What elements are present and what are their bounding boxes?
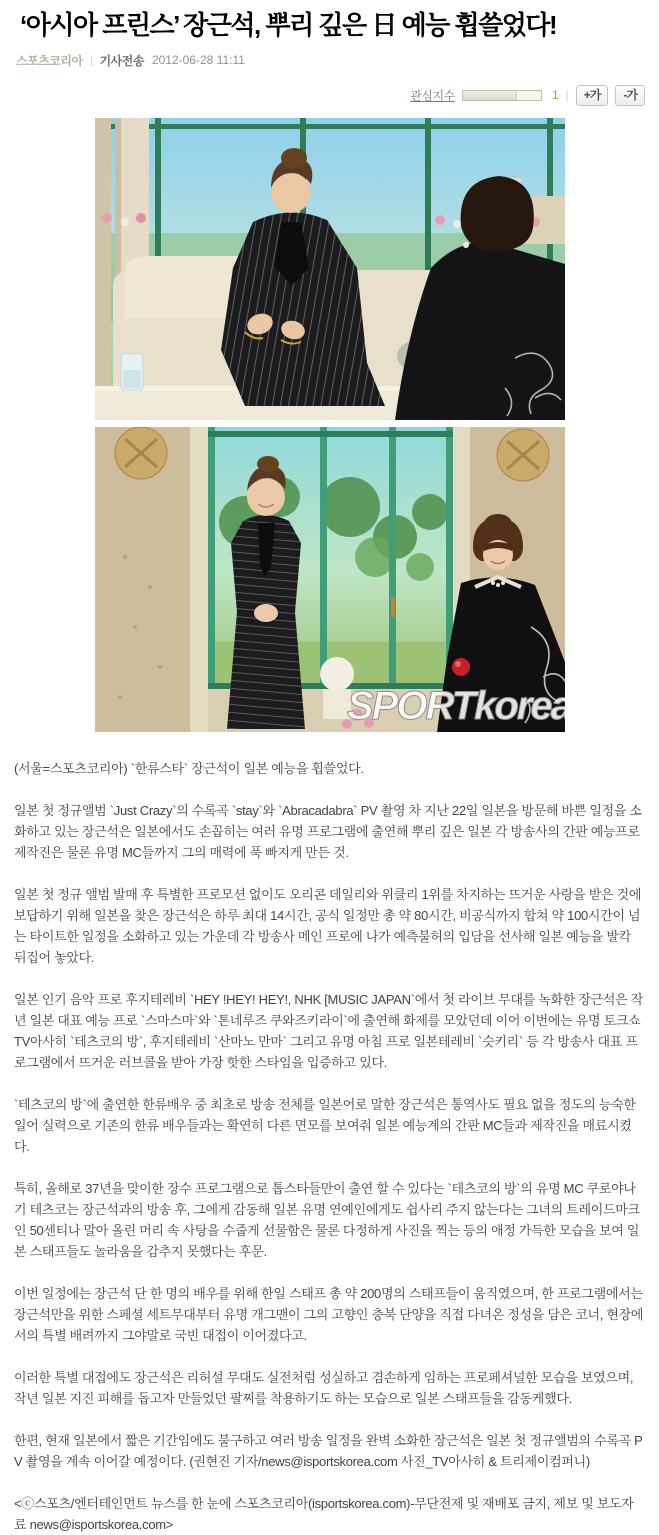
interest-progress-fill xyxy=(463,91,517,100)
article-photo-interview xyxy=(95,118,565,420)
article-paragraph: 일본 첫 정규 앨범 발매 후 특별한 프로모션 없이도 오리콘 데일리와 위클리 1위를 차지하는 뜨거운 사랑을 받은 것에 보답하기 위해 일본을 찾은 장근석은 하루 최대 14시간, 공식 일정만 총 약 80시간, 비공식까지 합쳐 약 100시간이 넘는 타이트한 일정을 소화하고 있는 가운데 각 방송사 메인 프로에 나가 예측불허의 입담을 선사해 일본 예능을 발칵 뒤집어 놓았다. xyxy=(14,886,642,965)
article-paragraph: 한편, 현재 일본에서 짧은 기간임에도 불구하고 여러 방송 일정을 완벽 소화한 장근석은 일본 첫 정규앨범의 수록곡 PV 촬영을 계속 이어갈 예정이다. (권현진 기자/news@isportskorea.com 사진_TV아사히 & 트리제이컴퍼니) xyxy=(14,1432,643,1469)
interest-index-link[interactable]: 관심지수 xyxy=(410,88,455,103)
article-paragraph: `테츠코의 방`에 출연한 한류배우 중 최초로 방송 전체를 일본어로 말한 장근석은 통역사도 필요 없을 정도의 능숙한 일어 실력으로 기존의 한류 배우들과는 확연히 다른 면모를 보여줘 일본 예능계의 간판 MC들과 제작진을 매료시켰다. xyxy=(14,1096,636,1154)
byline-divider xyxy=(91,55,92,66)
article-datetime: 2012-06-28 11:11 xyxy=(151,53,245,67)
source-name[interactable]: 스포츠코리아 xyxy=(16,53,83,68)
article-paragraph: (서울=스포츠코리아) `한류스타` 장근석이 일본 예능을 휩쓸었다. xyxy=(14,760,364,776)
transmit-label: 기사전송 xyxy=(99,53,144,68)
article-paragraph: 이번 일정에는 장근석 단 한 명의 배우를 위해 한일 스태프 총 약 200명의 스태프들이 움직였으며, 한 프로그램에서는 장근석만을 위한 스페셜 세트무대부터 유명 개그맨이 그의 고향인 충북 단양을 직접 다녀온 정성을 담은 코너, 현장에서의 특별 배려까지 그야말로 국빈 대접이 이어졌다고. xyxy=(14,1285,644,1343)
interview-photo-illustration xyxy=(95,118,565,420)
interest-widget xyxy=(0,85,645,106)
article-paragraph: 이러한 특별 대접에도 장근석은 리허설 무대도 실전처럼 성실하고 겸손하게 임하는 프로페셔널한 모습을 보였으며, 작년 일본 지진 피해를 돕고자 만들었던 팔찌를 착용하기도 하는 모습으로 일본 스태프들을 감동케했다. xyxy=(14,1369,634,1406)
article-paragraph: 일본 인기 음악 프로 후지테레비 `HEY !HEY! HEY!, NHK [MUSIC JAPAN`에서 첫 라이브 무대를 녹화한 장근석은 작년 일본 대표 예능 프로 `스마스마`와 `톤네루즈 쿠와즈키라이`에 출연해 화제를 모았던데 이어 이번에는 유명 토크쇼 TV아사히 `테츠코의 방`, 후지테레비 `산마노 만마` 그리고 유명 아침 프로 일본테레비 `슷키리` 등 각 방송사 대표 프로그램에서 뜨거운 러브콜을 받아 가장 핫한 스타임을 입증하고 있다. xyxy=(14,991,643,1070)
article-body xyxy=(14,758,645,1535)
article-paragraph: 특히, 올해로 37년을 맞이한 장수 프로그램으로 톱스타들만이 출연 할 수 있다는 `테츠코의 방`의 유명 MC 쿠로야나기 테츠코는 장근석과의 방송 후, 그에게 감동해 일본 유명 연예인에게도 쉽사리 주지 않는다는 그녀의 트레이드마크인 50센티나 말아 올린 머리 속 사탕을 수줍게 선물함은 물론 다정하게 사진을 찍는 등의 애정 가득한 모습을 보여 일본 스태프들도 놀라움을 감추지 못했다는 후문. xyxy=(14,1180,640,1259)
byline xyxy=(16,52,643,69)
article-paragraph: <ⓒ스포츠/엔터테인먼트 뉴스를 한 눈에 스포츠코리아(isportskorea.com)-무단전제 및 재배포 금지, 제보 및 보도자료 news@isportskorea.com> xyxy=(14,1495,634,1532)
widget-divider: | xyxy=(565,88,569,102)
interest-plus-button[interactable]: +가 xyxy=(576,85,609,106)
sportkorea-watermark: SPORTkorea xyxy=(346,683,565,728)
interest-minus-button[interactable]: -가 xyxy=(615,85,645,106)
article-photo-standing xyxy=(95,427,565,732)
interest-progress-bar xyxy=(462,90,542,101)
standing-photo-illustration xyxy=(95,427,565,732)
interest-value: 1 xyxy=(551,88,559,102)
article-paragraph: 일본 첫 정규앨범 `Just Crazy`의 수록곡 `stay`와 `Abracadabra` PV 촬영 차 지난 22일 일본을 방문해 바쁜 일정을 소화하고 있는 장근석은 일본에서도 손꼽히는 여러 유명 프로그램에 출연해 뿌리 깊은 일본 각 방송사의 간판 예능프로 제작진은 물론 유명 MC들까지 그의 매력에 푹 빠지게 만든 것. xyxy=(14,802,642,860)
page-title: ‘아시아 프린스’ 장근석, 뿌리 깊은 日 예능 휩쓸었다! xyxy=(20,10,557,40)
